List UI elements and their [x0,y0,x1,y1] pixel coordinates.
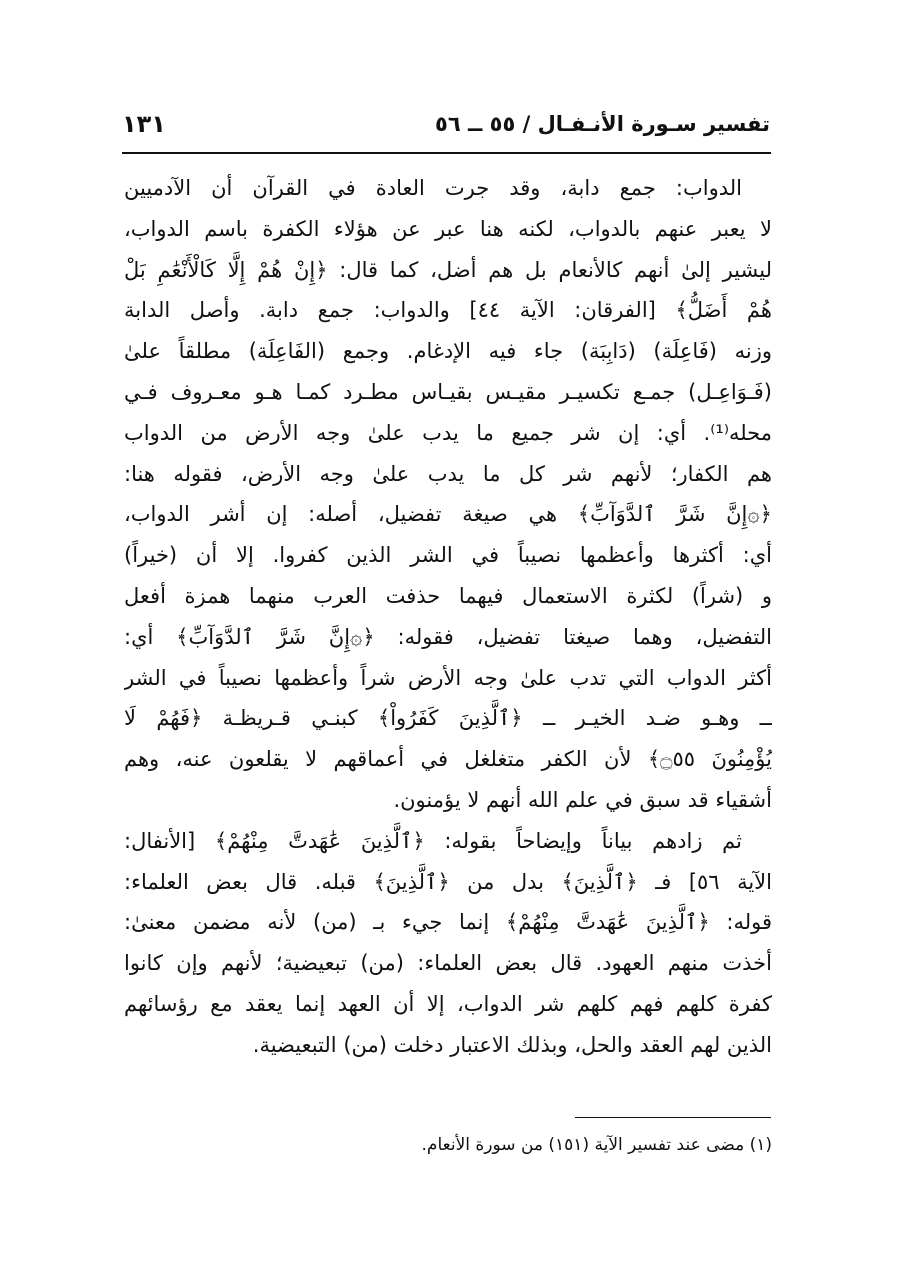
body-line: أكثر الدواب التي تدب علىٰ وجه الأرض شراً وأعظمها نصيباً في الشر [124,665,772,690]
footnote-rule [575,1117,771,1118]
body-line: هم الكفار؛ لأنهم شر كل ما يدب علىٰ وجه الأرض، فقوله هنا: [124,461,772,486]
body-line: ــ وهـو ضـد الخيـر ــ ﴿ٱلَّذِينَ كَفَرُواْ﴾ كبنـي قـريظـة ﴿فَهُمْ لَا [124,706,772,731]
body-line: ﴿۞إِنَّ شَرَّ ٱلدَّوَآبِّ﴾ هي صيغة تفضيل، أصله: إن أشر الدواب، [124,502,772,527]
body-line: ثم زادهم بياناً وإيضاحاً بقوله: ﴿ٱلَّذِينَ عَٰهَدتَّ مِنْهُمْ﴾ [الأنفال: [124,828,742,853]
body-line: وزنه (فَاعِلَة) (دَابِبَة) جاء فيه الإدغام. وجمع (الفَاعِلَة) مطلقاً علىٰ [124,339,772,364]
body-line: لا يعبر عنهم بالدواب، لكنه هنا عبر عن هؤلاء الكفرة باسم الدواب، [124,216,772,241]
body-line: كفرة كلهم فهم كلهم شر الدواب، إلا أن العهد إنما يعقد مع رؤسائهم [124,991,772,1016]
body-text [124,168,772,1066]
body-line: أي: أكثرها وأعظمها نصيباً في الشر الذين كفروا. إلا أن (خيراً) [124,543,772,568]
body-line: قوله: ﴿ٱلَّذِينَ عَٰهَدتَّ مِنْهُمْ﴾ إنما جيء بـ (من) لأنه مضمن معنىٰ: [124,910,772,935]
body-line: (فَـوَاعِـل) جمـع تكسيـر مقيـس بقيـاس مطـرد كمـا هـو معـروف فـي [124,379,772,404]
body-line: ليشير إلىٰ أنهم كالأنعام بل هم أضل، كما قال: ﴿إِنْ هُمْ إِلَّا كَالْأَنْعَٰمِ بَلْ [124,257,772,282]
body-line: محله⁽¹⁾. أي: إن شر جميع ما يدب علىٰ وجه الأرض من الدواب [124,420,772,445]
body-line: الذين لهم العقد والحل، وبذلك الاعتبار دخلت (من) التبعيضية. [252,1032,772,1057]
footnote: (١) مضى عند تفسير الآية (١٥١) من سورة الأنعام. [421,1135,772,1155]
running-title: تفسير سـورة الأنـفـال / ٥٥ ــ ٥٦ [435,112,770,136]
body-line: الآية ٥٦] فـ ﴿ٱلَّذِينَ﴾ بدل من ﴿ٱلَّذِينَ﴾ قبله. قال بعض العلماء: [124,869,772,894]
body-line: أخذت منهم العهود. قال بعض العلماء: (من) تبعيضية؛ لأنهم وإن كانوا [124,951,772,976]
body-line: و (شراً) لكثرة الاستعمال فيهما حذفت العرب منهما همزة أفعل [124,583,772,608]
header-rule [122,152,771,154]
body-line: هُمْ أَضَلُّ﴾ [الفرقان: الآية ٤٤] والدواب: جمع دابة. وأصل الدابة [124,298,772,323]
body-line: الدواب: جمع دابة، وقد جرت العادة في القرآن أن الآدميين [124,176,742,200]
body-line: التفضيل، وهما صيغتا تفضيل، فقوله: ﴿۞إِنَّ شَرَّ ٱلدَّوَآبِّ﴾ أي: [124,624,772,649]
body-line: يُؤْمِنُونَ ۝٥٥﴾ لأن الكفر متغلغل في أعماقهم لا يقلعون عنه، وهم [124,747,772,772]
page-header [122,108,770,148]
page-number: ١٣١ [122,110,166,138]
body-line: أشقياء قد سبق في علم الله أنهم لا يؤمنون. [393,787,772,812]
